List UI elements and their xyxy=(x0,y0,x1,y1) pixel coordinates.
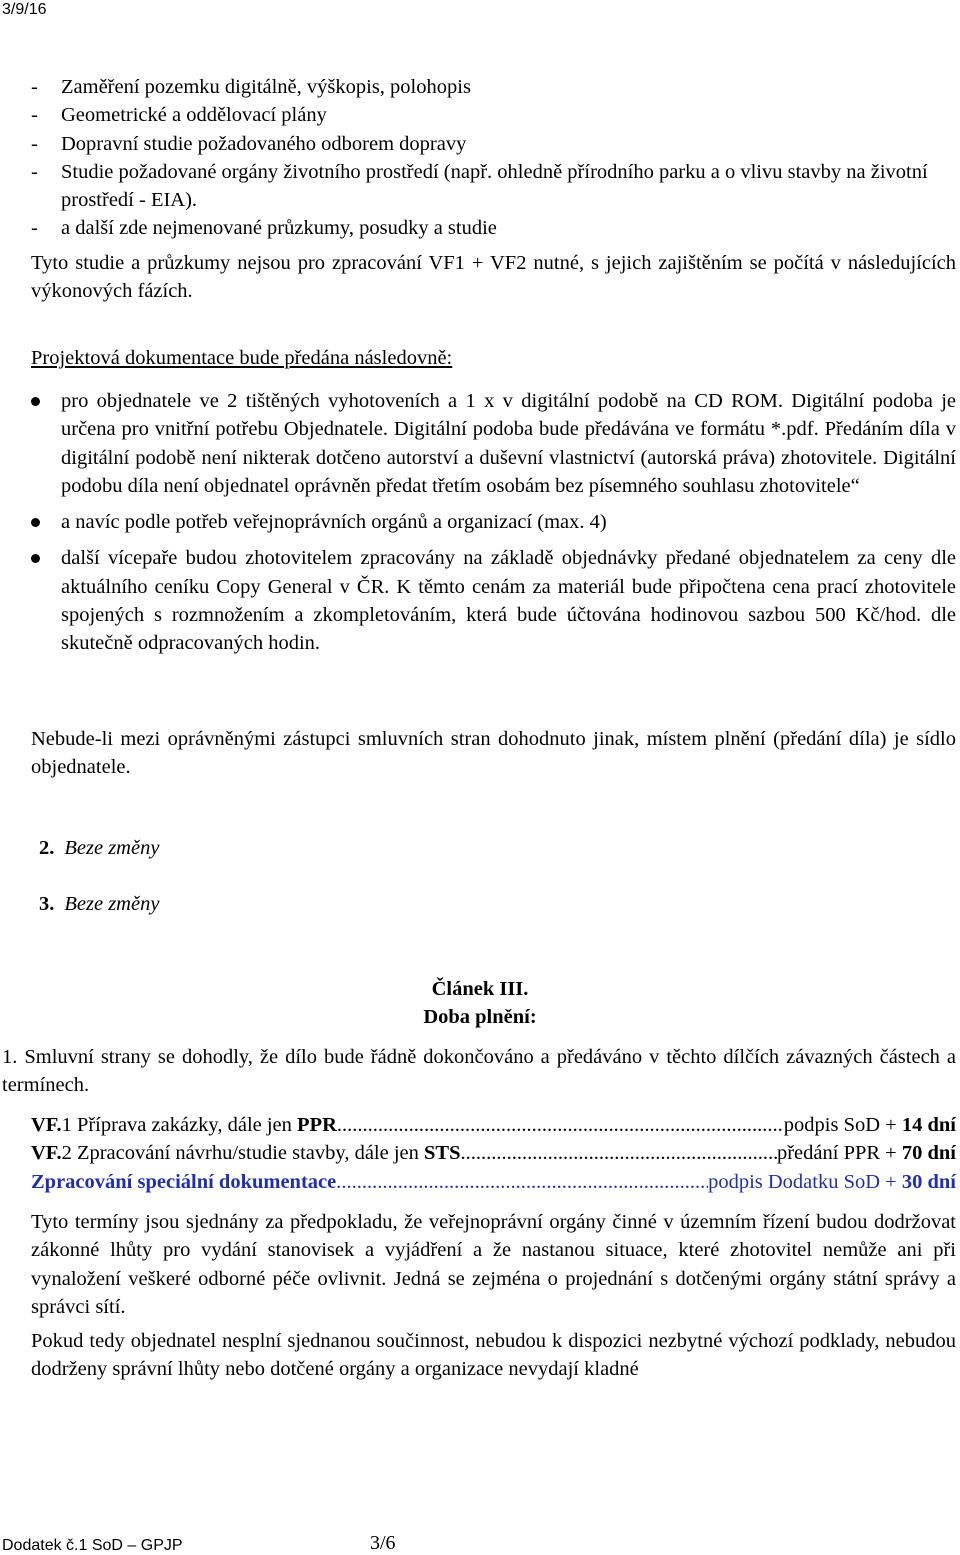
schedule-row-special: Zpracování speciální dokumentace ..... podpis Dodatku SoD + 30 dní xyxy=(31,1168,956,1196)
bullet-icon xyxy=(31,518,40,527)
list-item: - a další zde nejmenované průzkumy, posudky a studie xyxy=(31,217,497,240)
list-item: pro objednatele ve 2 tištěných vyhotoveních a 1 x v digitální podobě na CD ROM. Digitální podoba je určena pro vnitřní potřebu Objednatele. Digitální podoba bude předávána ve formátu *.pdf. Předáním díla v digitální podobě není nikterak dotčeno autorství a duševní vlastnictví (autorská práva) zhotovitele. Digitální podobu díla není objednatel oprávněn předat třetím osobám bez písemného souhlasu zhotovitele“ xyxy=(31,387,956,500)
print-date: 3/9/16 xyxy=(2,1,47,18)
leader-dots xyxy=(461,1139,777,1167)
footer-document-name: Dodatek č.1 SoD – GPJP xyxy=(2,1537,183,1554)
place-paragraph: Nebude-li mezi oprávněnými zástupci smluvních stran dohodnuto jinak, místem plnění (předání díla) je sídlo objednatele. xyxy=(31,728,956,779)
list-item: - Dopravní studie požadovaného odborem dopravy xyxy=(31,132,467,155)
schedule-row-vf2: VF.2 Zpracování návrhu/studie stavby, dále jen STS ..... předání PPR + 70 dní xyxy=(31,1139,956,1167)
list-item: další vícepaře budou zhotovitelem zpracovány na základě objednávky předané objednatelem za ceny dle aktuálního ceníku Copy General v ČR. K těmto cenám za materiál bude připočtena cena prací zhotovitele spojených s rozmnožením a zkompletováním, která bude účtována hodinovou sazbou 500 Kč/hod. dle skutečně odpracovaných hodin. xyxy=(31,544,956,657)
article-subtitle: Doba plnění: xyxy=(423,1006,537,1028)
list-item: - Studie požadované orgány životního prostředí (např. ohledně přírodního parku a o vlivu stavby na životní prostředí - EIA). xyxy=(31,160,928,212)
bullet-icon xyxy=(31,554,40,563)
article-title: Článek III. xyxy=(431,978,529,1000)
clause-1: 1. Smluvní strany se dohodly, že dílo bude řádně dokončováno a předáváno v těchto dílčích závazných částech a termínech. xyxy=(2,1046,957,1097)
studies-paragraph: Tyto studie a průzkumy nejsou pro zpracování VF1 + VF2 nutné, s jejich zajištěním se počítá v následujících výkonových fázích. xyxy=(31,252,956,303)
leader-dots xyxy=(337,1111,784,1139)
footer-page-number: 3/6 xyxy=(370,1532,396,1554)
schedule xyxy=(31,1111,956,1196)
client-paragraph: Pokud tedy objednatel nesplní sjednanou součinnost, nebudou k dispozici nezbytné výchozí podklady, nebudou dodrženy správní lhůty nebo dotčené orgány a organizace nevydají kladné xyxy=(31,1330,956,1381)
list-item: - Geometrické a oddělovací plány xyxy=(31,104,327,127)
leader-dots xyxy=(336,1168,708,1196)
numbered-item-3: 3. Beze změny xyxy=(39,893,160,915)
delivery-heading: Projektová dokumentace bude předána následovně: xyxy=(31,347,453,369)
schedule-row-vf1: VF.1 Příprava zakázky, dále jen PPR ..... podpis SoD + 14 dní xyxy=(31,1111,956,1139)
list-item: a navíc podle potřeb veřejnoprávních orgánů a organizací (max. 4) xyxy=(31,508,956,536)
terms-paragraph: Tyto termíny jsou sjednány za předpokladu, že veřejnoprávní orgány činné v územním řízení budou dodržovat zákonné lhůty pro vydání stanovisek a vyjádření a že nastanou situace, které zhotovitel nemůže ani při vynaložení veškeré odborné péče ovlivnit. Jedná se zejména o projednání s dotčenými orgány státní správy a správci sítí. xyxy=(31,1211,956,1318)
survey-list xyxy=(31,73,956,243)
bullet-icon xyxy=(31,397,40,406)
delivery-bullets xyxy=(31,387,956,666)
list-item: - Zaměření pozemku digitálně, výškopis, polohopis xyxy=(31,76,471,98)
numbered-item-2: 2. Beze změny xyxy=(39,837,160,859)
